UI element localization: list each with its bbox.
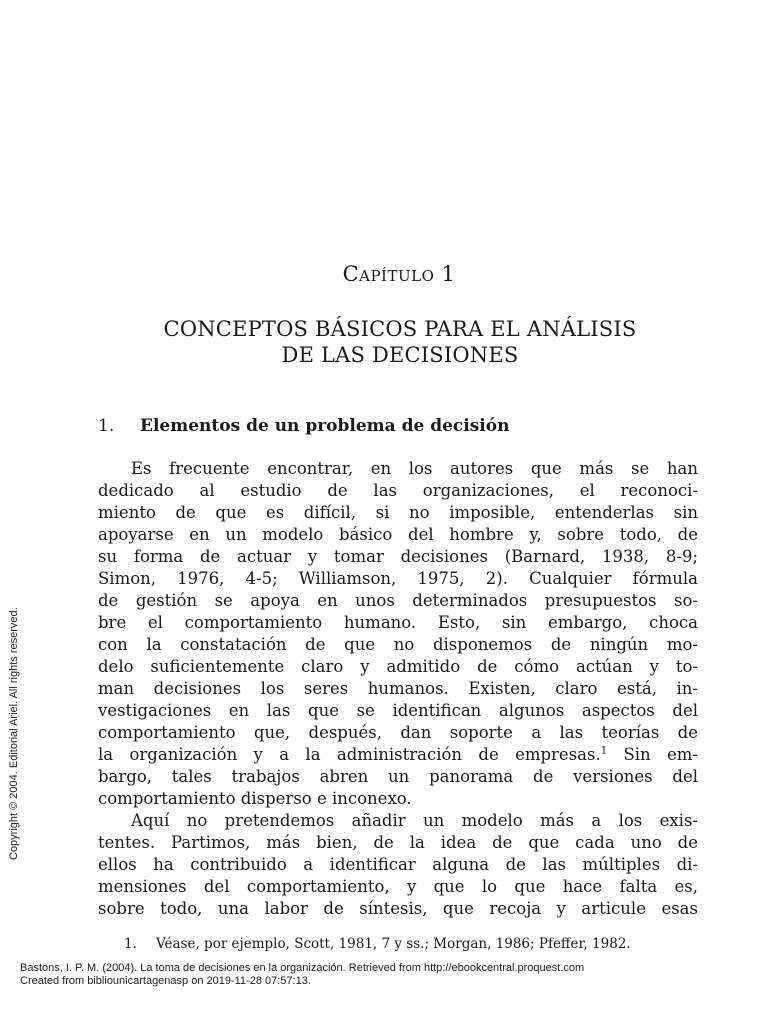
body-line: tentes. Partimos, más bien, de la idea de que cada uno de <box>98 833 698 852</box>
body-line: vestigaciones en las que se identifican algunos aspectos del <box>98 701 698 720</box>
footnote-text: Véase, por ejemplo, Scott, 1981, 7 y ss.; Morgan, 1986; Pfeffer, 1982. <box>156 936 631 952</box>
body-line: bre el comportamiento humano. Esto, sin embargo, choca <box>98 613 698 632</box>
body-line: miento de que es difícil, si no imposible, entenderlas sin <box>98 503 698 522</box>
body-line: Es frecuente encontrar, en los autores que más se han <box>131 459 698 478</box>
body-line: Aquí no pretendemos añadir un modelo más a los exis- <box>131 811 698 830</box>
body-line-text: la organización y a la administración de empresas. <box>98 745 601 764</box>
body-line: man decisiones los seres humanos. Existen, claro está, in- <box>98 679 698 698</box>
body-line: Simon, 1976, 4-5; Williamson, 1975, 2). Cualquier fórmula <box>98 569 698 588</box>
section-title: Elementos de un problema de decisión <box>140 416 510 436</box>
chapter-title <box>98 316 702 368</box>
chapter-title-line-2: DE LAS DECISIONES <box>281 343 519 367</box>
section-number: 1. <box>98 416 115 436</box>
chapter-label: Capítulo 1 <box>342 262 456 286</box>
body-line: bargo, tales trabajos abren un panorama de versiones del <box>98 767 698 786</box>
body-line: apoyarse en un modelo básico del hombre y, sobre todo, de <box>98 525 698 544</box>
footnote-marker: 1 <box>600 745 608 757</box>
copyright-notice: Copyright © 2004. Editorial Ariel. All rights reserved. <box>8 607 20 860</box>
body-line: de gestión se apoya en unos determinados presupuestos so- <box>98 591 698 610</box>
citation-line-2: Created from bibliounicartagenasp on 2019-11-28 07:57:13. <box>20 975 311 987</box>
body-line: dedicado al estudio de las organizaciones, el reconoci- <box>98 481 698 500</box>
footnote-number: 1. <box>124 936 137 952</box>
footnote <box>124 935 702 953</box>
body-line: comportamiento disperso e inconexo. <box>98 789 412 808</box>
body-line: delo suficientemente claro y admitido de cómo actúan y to- <box>98 657 698 676</box>
section-heading <box>98 415 702 437</box>
body-line-with-footnote <box>98 744 698 766</box>
body-line: mensiones del comportamiento, y que lo que hace falta es, <box>98 877 698 896</box>
body-line: comportamiento que, después, dan soporte a las teorías de <box>98 723 698 742</box>
chapter-title-line-1: CONCEPTOS BÁSICOS PARA EL ANÁLISIS <box>163 317 637 341</box>
citation-line-1: Bastons, I. P. M. (2004). La toma de decisiones en la organización. Retrieved from http://ebookcentral.proquest.com <box>20 962 585 974</box>
body-line: sobre todo, una labor de síntesis, que recoja y articule esas <box>98 899 698 918</box>
body-line-tail: Sin em- <box>607 745 698 764</box>
body-text <box>98 458 698 920</box>
body-line: con la constatación de que no disponemos de ningún mo- <box>98 635 698 654</box>
body-line: ellos ha contribuido a identificar alguna de las múltiples di- <box>98 855 698 874</box>
body-line: su forma de actuar y tomar decisiones (Barnard, 1938, 8-9; <box>98 547 698 566</box>
citation <box>20 962 584 988</box>
